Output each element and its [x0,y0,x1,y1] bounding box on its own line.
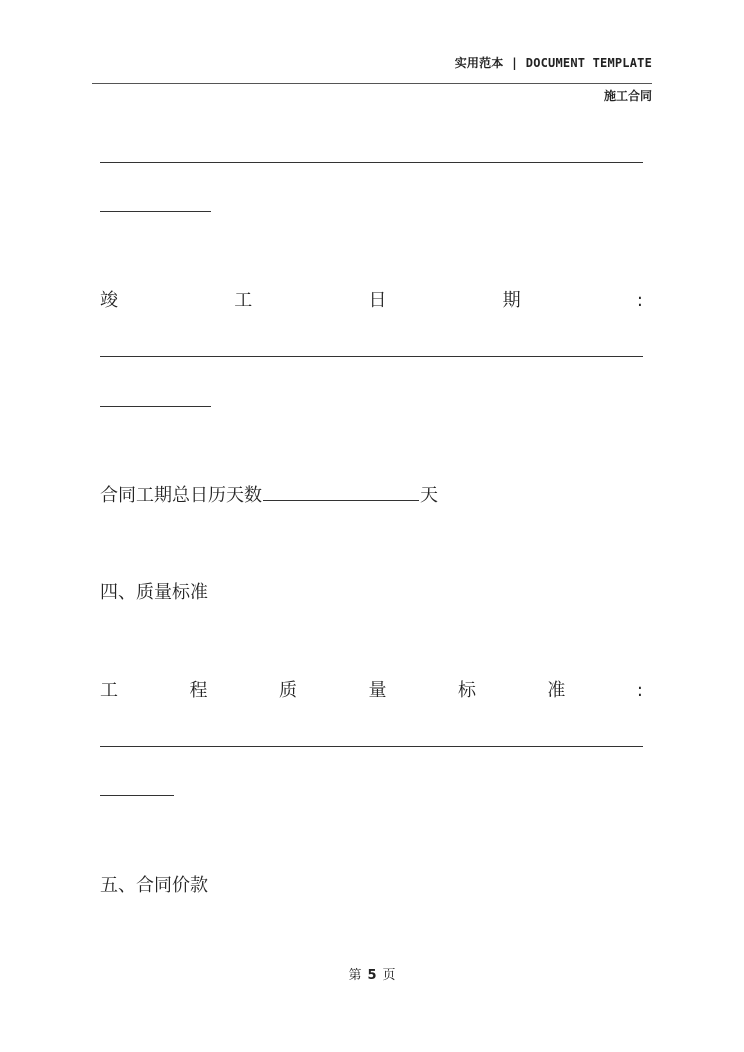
header-title: 实用范本 | DOCUMENT TEMPLATE [454,56,652,70]
total-days-blank [263,484,419,501]
fill-line [100,162,643,163]
fill-line-short [100,211,211,212]
fill-line [100,746,643,747]
char: 标 [457,680,476,701]
char: 日 [368,290,387,311]
completion-date-label [100,290,643,312]
char: 准 [547,680,566,701]
char: 期 [502,290,521,311]
char: 工 [100,680,118,701]
section5-heading: 五、合同价款 [100,875,208,896]
quality-standard-label [100,680,643,702]
fill-line-short [100,795,174,796]
total-days-unit: 天 [420,485,438,506]
header-subtitle: 施工合同 [603,89,652,103]
char: : [636,290,643,311]
page-number: 5 [367,968,377,983]
char: 程 [189,680,208,701]
char: 质 [278,680,297,701]
total-days-line [100,484,438,507]
section4-heading: 四、质量标准 [100,582,208,603]
total-days-label: 合同工期总日历天数 [100,485,262,506]
char: 工 [234,290,253,311]
char: 量 [368,680,387,701]
char: : [636,680,643,701]
page-footer [0,964,744,983]
fill-line-short [100,406,211,407]
footer-prefix: 第 [348,968,362,983]
fill-line [100,356,643,357]
footer-suffix: 页 [382,968,396,983]
char: 竣 [100,290,118,311]
header-divider [92,83,652,84]
